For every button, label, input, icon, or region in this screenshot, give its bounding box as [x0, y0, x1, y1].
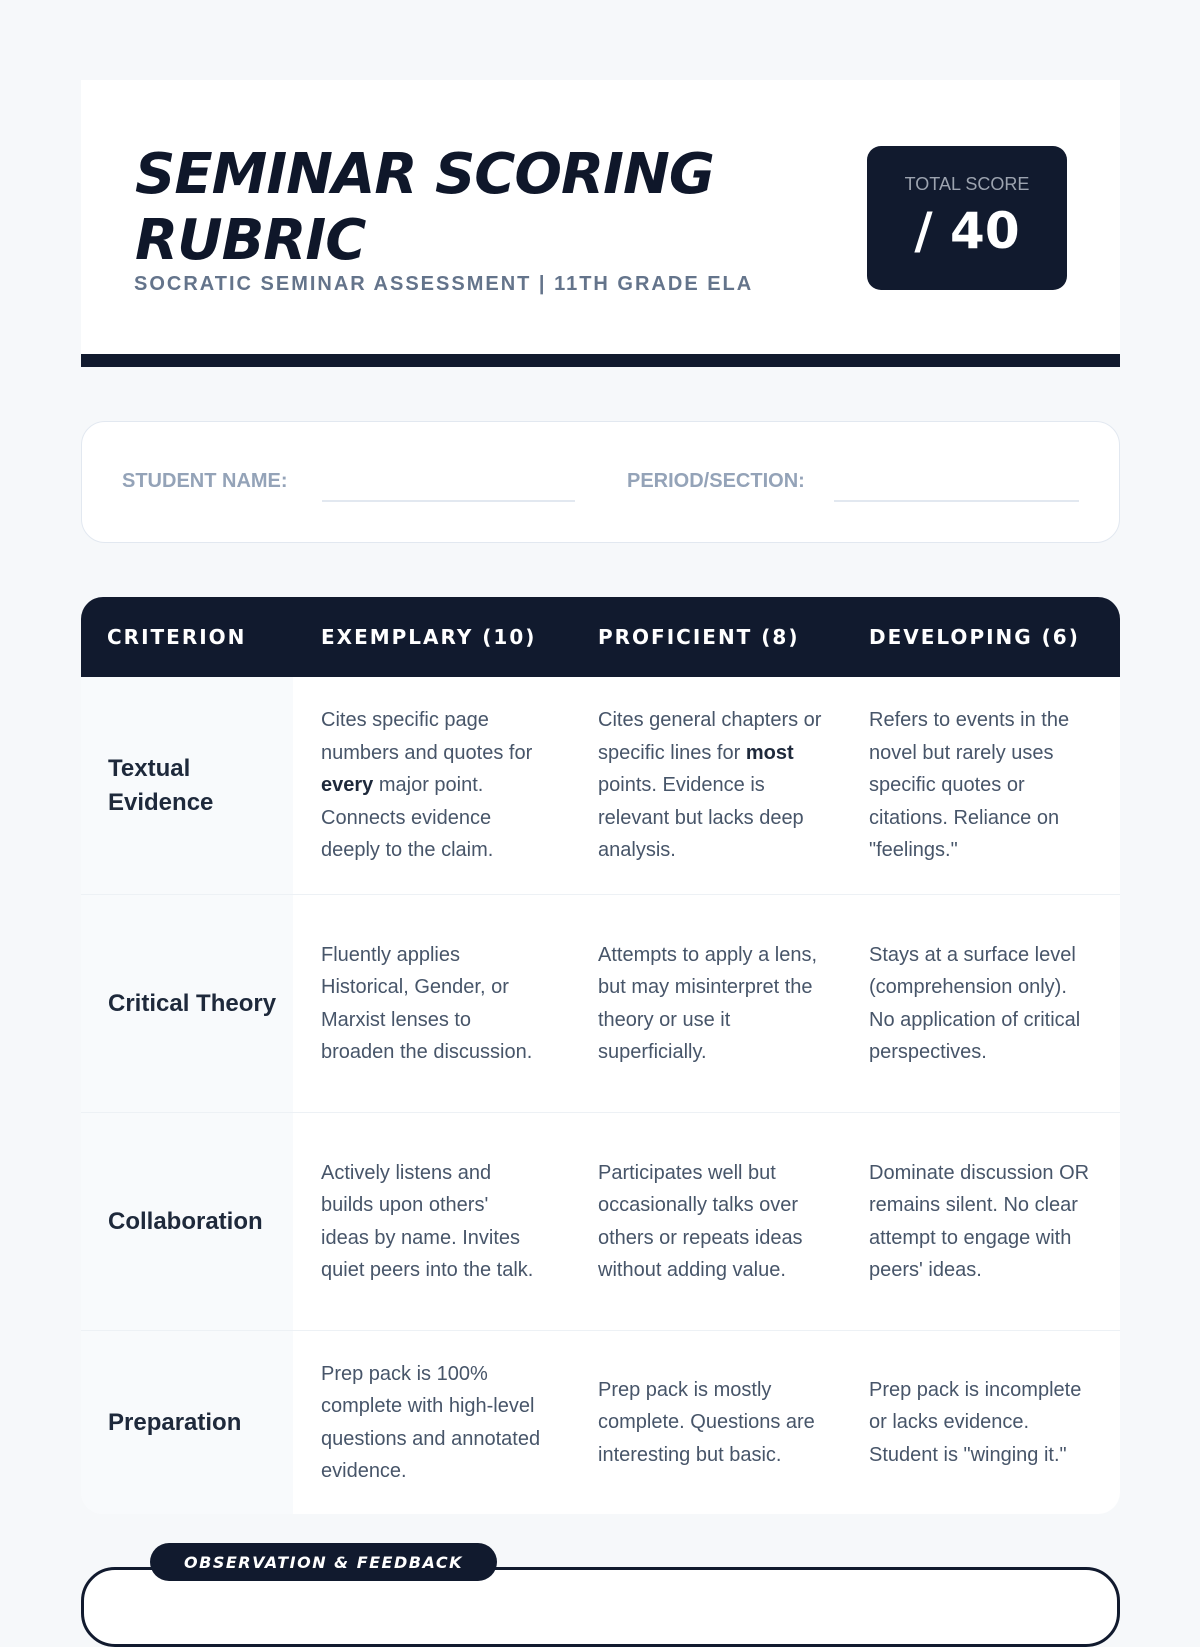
- table-row: [81, 895, 1120, 1113]
- student-name-field[interactable]: [322, 500, 575, 502]
- total-score-label: TOTAL SCORE: [904, 174, 1030, 194]
- exemplary-descriptor: Actively listens and builds upon others' ideas by name. Invites quiet peers into the talk.: [321, 1161, 534, 1281]
- total-score-box: [867, 146, 1067, 290]
- table-row: [81, 1331, 1120, 1514]
- table-row: [81, 1113, 1120, 1331]
- proficient-descriptor: Participates well but occasionally talks over others or repeats ideas without adding value.: [598, 1161, 803, 1281]
- header-developing: DEVELOPING (6): [869, 625, 1080, 649]
- page-subtitle: SOCRATIC SEMINAR ASSESSMENT | 11TH GRADE ELA: [134, 273, 754, 295]
- developing-descriptor: Prep pack is incomplete or lacks evidence. Student is "winging it.": [869, 1378, 1082, 1466]
- criterion-name: Critical Theory: [108, 989, 277, 1017]
- student-info-card: [81, 421, 1120, 543]
- exemplary-descriptor: Prep pack is 100% complete with high-level questions and annotated evidence.: [321, 1362, 541, 1482]
- header-proficient: PROFICIENT (8): [598, 625, 800, 649]
- total-score-value: / 40: [914, 202, 1020, 260]
- period-section-field[interactable]: [834, 500, 1079, 502]
- student-name-label: STUDENT NAME:: [122, 470, 288, 492]
- period-section-label: PERIOD/SECTION:: [627, 470, 805, 492]
- rubric-header: [81, 80, 1120, 367]
- criterion-name: Collaboration: [108, 1207, 263, 1235]
- developing-descriptor: Dominate discussion OR remains silent. No clear attempt to engage with peers' ideas.: [869, 1161, 1090, 1281]
- criterion-name: Preparation: [108, 1408, 242, 1436]
- table-row: [81, 677, 1120, 895]
- header-criterion: CRITERION: [107, 625, 247, 649]
- exemplary-descriptor: Cites specific page numbers and quotes for every major point. Connects evidence deeply to the claim.: [321, 709, 533, 862]
- developing-descriptor: Stays at a surface level (comprehension only). No application of critical perspectives.: [869, 943, 1081, 1063]
- criterion-name: Textual Evidence: [108, 754, 214, 816]
- header-exemplary: EXEMPLARY (10): [321, 625, 537, 649]
- rubric-header-row: [81, 597, 1120, 677]
- proficient-descriptor: Prep pack is mostly complete. Questions are interesting but basic.: [598, 1378, 815, 1466]
- developing-descriptor: Refers to events in the novel but rarely uses specific quotes or citations. Reliance on "feelings.": [869, 709, 1070, 862]
- page-title: SEMINAR SCORING RUBRIC: [135, 142, 714, 273]
- rubric-table: [81, 597, 1120, 1514]
- proficient-descriptor: Cites general chapters or specific lines for most points. Evidence is relevant but lacks deep analysis.: [598, 709, 822, 862]
- observation-feedback-tag: OBSERVATION & FEEDBACK: [150, 1543, 497, 1581]
- exemplary-descriptor: Fluently applies Historical, Gender, or Marxist lenses to broaden the discussion.: [321, 943, 533, 1063]
- proficient-descriptor: Attempts to apply a lens, but may misinterpret the theory or use it superficially.: [598, 943, 818, 1063]
